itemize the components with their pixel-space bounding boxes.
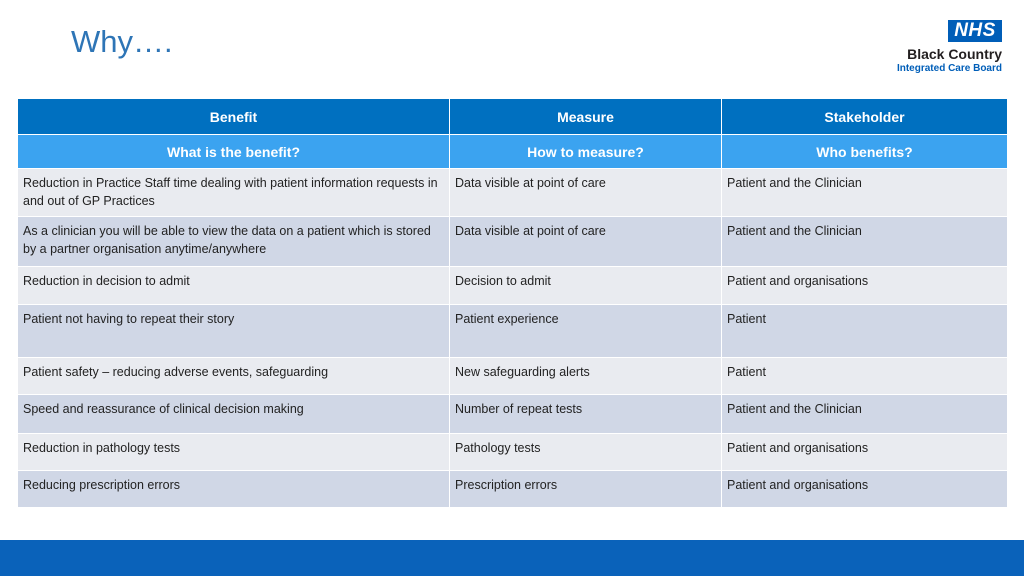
- stakeholder-cell: Patient and the Clinician: [722, 169, 1008, 217]
- stakeholder-cell: Patient and organisations: [722, 267, 1008, 305]
- stakeholder-cell: Patient and organisations: [722, 471, 1008, 508]
- table-row: [18, 471, 1008, 508]
- measure-cell: Data visible at point of care: [450, 217, 722, 267]
- benefit-cell: Reduction in pathology tests: [18, 434, 450, 471]
- benefit-cell: Reduction in Practice Staff time dealing with patient information requests in and out of GP Practices: [18, 169, 450, 217]
- measure-cell: Data visible at point of care: [450, 169, 722, 217]
- slide-title: Why….: [71, 24, 173, 59]
- logo-org-subtitle: Integrated Care Board: [896, 63, 1002, 74]
- table-row: [18, 169, 1008, 217]
- measure-cell: Patient experience: [450, 305, 722, 358]
- measure-cell: Number of repeat tests: [450, 395, 722, 434]
- header-row: [18, 99, 1008, 135]
- stakeholder-cell: Patient and the Clinician: [722, 217, 1008, 267]
- table-row: [18, 358, 1008, 395]
- nhs-logo: [892, 20, 1002, 76]
- table-row: [18, 305, 1008, 358]
- stakeholder-cell: Patient and the Clinician: [722, 395, 1008, 434]
- benefit-cell: Reduction in decision to admit: [18, 267, 450, 305]
- measure-cell: Pathology tests: [450, 434, 722, 471]
- nhs-badge: NHS: [948, 20, 1002, 42]
- subheader-stakeholder: Who benefits?: [722, 135, 1008, 169]
- header-stakeholder: Stakeholder: [722, 99, 1008, 135]
- table-row: [18, 434, 1008, 471]
- table-row: [18, 395, 1008, 434]
- measure-cell: Prescription errors: [450, 471, 722, 508]
- logo-org-name: Black Country: [907, 46, 1002, 62]
- subheader-measure: How to measure?: [450, 135, 722, 169]
- measure-cell: New safeguarding alerts: [450, 358, 722, 395]
- benefit-cell: Speed and reassurance of clinical decision making: [18, 395, 450, 434]
- table-row: [18, 217, 1008, 267]
- stakeholder-cell: Patient: [722, 305, 1008, 358]
- header-benefit: Benefit: [18, 99, 450, 135]
- measure-cell: Decision to admit: [450, 267, 722, 305]
- stakeholder-cell: Patient: [722, 358, 1008, 395]
- subheader-benefit: What is the benefit?: [18, 135, 450, 169]
- stakeholder-cell: Patient and organisations: [722, 434, 1008, 471]
- benefit-cell: Patient safety – reducing adverse events, safeguarding: [18, 358, 450, 395]
- subheader-row: [18, 135, 1008, 169]
- header-measure: Measure: [450, 99, 722, 135]
- benefits-table: [17, 98, 1008, 508]
- footer-bar: [0, 540, 1024, 576]
- benefit-cell: Reducing prescription errors: [18, 471, 450, 508]
- benefit-cell: As a clinician you will be able to view the data on a patient which is stored by a partner organisation anytime/anywhere: [18, 217, 450, 267]
- benefit-cell: Patient not having to repeat their story: [18, 305, 450, 358]
- table-row: [18, 267, 1008, 305]
